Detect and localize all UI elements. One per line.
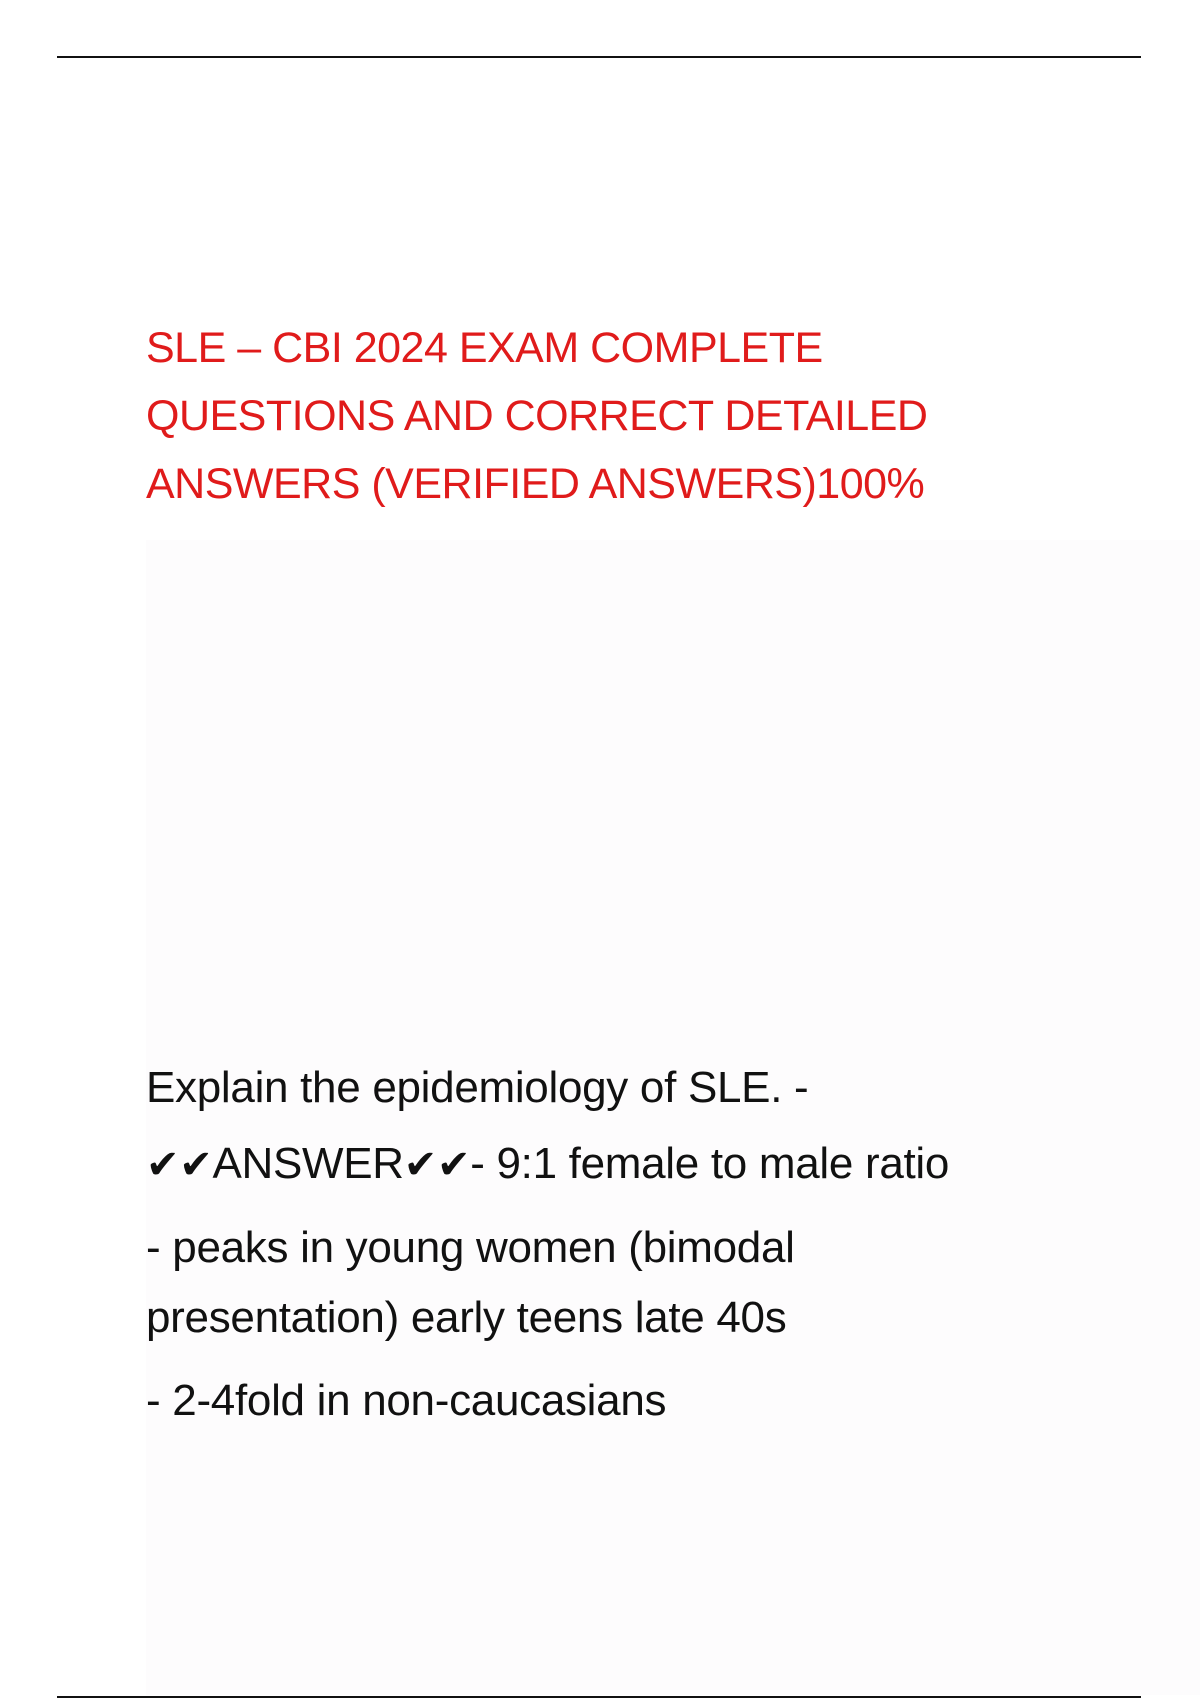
double-check-icon: ✔✔ — [146, 1142, 213, 1188]
bottom-rule — [57, 1696, 1141, 1698]
title-line-3: ANSWERS (VERIFIED ANSWERS)100% — [146, 460, 925, 508]
answer-point: - peaks in young women (bimodal — [146, 1223, 795, 1272]
answer-first-point: - 9:1 female to male ratio — [470, 1139, 950, 1188]
answer-point: presentation) early teens late 40s — [146, 1293, 787, 1342]
double-check-icon: ✔✔ — [403, 1142, 471, 1188]
answer-line — [146, 1126, 1126, 1203]
qa-block — [146, 1050, 1126, 1439]
document-title — [146, 314, 1046, 518]
top-rule — [57, 56, 1141, 58]
answer-label: ANSWER — [212, 1139, 404, 1188]
title-line-2: QUESTIONS AND CORRECT DETAILED — [146, 392, 928, 440]
answer-point: - 2-4fold in non-caucasians — [146, 1376, 667, 1425]
question-text: Explain the epidemiology of SLE. - — [146, 1063, 809, 1112]
title-line-1: SLE – CBI 2024 EXAM COMPLETE — [146, 324, 823, 372]
